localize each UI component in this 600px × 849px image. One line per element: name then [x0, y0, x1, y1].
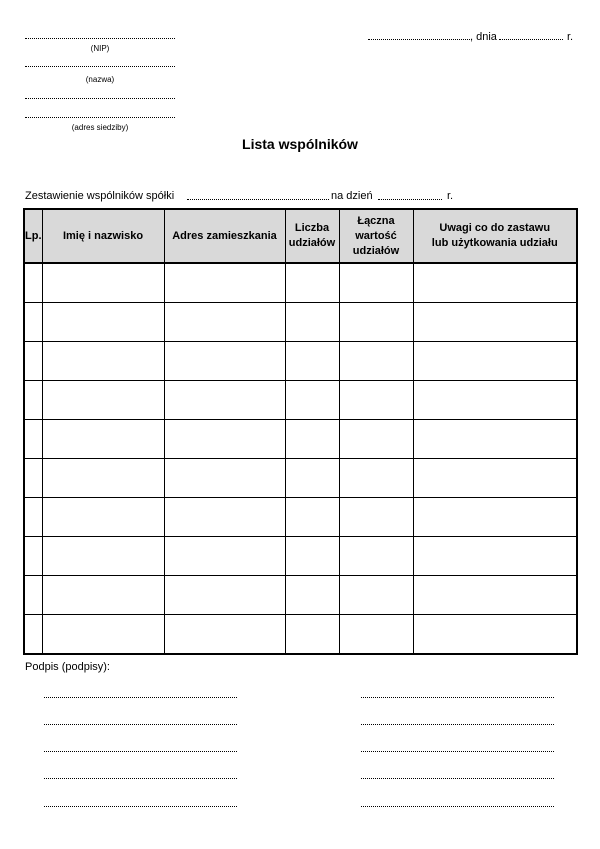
col-header-text: wartość [355, 229, 397, 242]
table-row [24, 459, 577, 498]
table-cell[interactable] [285, 381, 339, 420]
signature-line[interactable] [361, 806, 554, 807]
company-name-line[interactable] [25, 66, 175, 67]
table-cell[interactable] [24, 576, 42, 615]
table-cell[interactable] [413, 459, 577, 498]
table-cell[interactable] [24, 537, 42, 576]
table-cell[interactable] [42, 342, 164, 381]
table-cell[interactable] [339, 381, 413, 420]
table-cell[interactable] [339, 303, 413, 342]
table-cell[interactable] [164, 420, 285, 459]
col-header-text: Adres zamieszkania [172, 229, 277, 242]
table-cell[interactable] [164, 342, 285, 381]
table-row [24, 420, 577, 459]
table-cell[interactable] [413, 615, 577, 655]
signature-line[interactable] [361, 724, 554, 725]
table-cell[interactable] [164, 537, 285, 576]
col-header-text: Imię i nazwisko [62, 229, 144, 242]
table-cell[interactable] [285, 537, 339, 576]
nip-line[interactable] [25, 38, 175, 39]
table-cell[interactable] [164, 303, 285, 342]
table-cell[interactable] [285, 498, 339, 537]
address-caption: (adres siedziby) [71, 123, 129, 132]
table-cell[interactable] [24, 615, 42, 655]
table-cell[interactable] [285, 263, 339, 303]
col-header-remarks [413, 209, 577, 263]
table-row [24, 303, 577, 342]
table-row [24, 381, 577, 420]
signature-line[interactable] [44, 778, 237, 779]
shareholders-table [23, 208, 578, 655]
statement-date-line[interactable] [378, 199, 442, 200]
table-cell[interactable] [285, 615, 339, 655]
table-cell[interactable] [42, 263, 164, 303]
table-cell[interactable] [24, 459, 42, 498]
table-cell[interactable] [24, 498, 42, 537]
table-cell[interactable] [413, 420, 577, 459]
table-cell[interactable] [413, 537, 577, 576]
table-cell[interactable] [285, 459, 339, 498]
signature-line[interactable] [44, 724, 237, 725]
table-cell[interactable] [164, 615, 285, 655]
signature-line[interactable] [44, 751, 237, 752]
table-cell[interactable] [413, 576, 577, 615]
col-header-text: udziałów [288, 237, 336, 249]
table-cell[interactable] [413, 498, 577, 537]
address-line-1[interactable] [25, 98, 175, 99]
table-cell[interactable] [42, 615, 164, 655]
date-label: , dnia [470, 31, 497, 43]
table-cell[interactable] [164, 381, 285, 420]
col-header-address [164, 209, 285, 263]
table-row [24, 537, 577, 576]
col-header-text: Liczba [294, 222, 330, 234]
col-header-text: Lp. [25, 229, 42, 242]
page-title: Lista wspólników [242, 136, 358, 152]
table-cell[interactable] [42, 576, 164, 615]
table-cell[interactable] [339, 498, 413, 537]
table-cell[interactable] [164, 459, 285, 498]
table-cell[interactable] [285, 576, 339, 615]
table-cell[interactable] [42, 498, 164, 537]
table-cell[interactable] [24, 303, 42, 342]
signature-line[interactable] [44, 806, 237, 807]
table-cell[interactable] [339, 576, 413, 615]
table-cell[interactable] [164, 576, 285, 615]
col-header-total-value [339, 209, 413, 263]
table-cell[interactable] [164, 263, 285, 303]
table-cell[interactable] [24, 342, 42, 381]
table-cell[interactable] [413, 342, 577, 381]
table-cell[interactable] [42, 381, 164, 420]
col-header-text: Łączna [357, 214, 395, 227]
statement-date-label: na dzień [331, 190, 373, 202]
table-cell[interactable] [339, 537, 413, 576]
table-cell[interactable] [24, 420, 42, 459]
table-cell[interactable] [413, 381, 577, 420]
table-cell[interactable] [339, 420, 413, 459]
table-header-row [24, 209, 577, 263]
table-cell[interactable] [413, 303, 577, 342]
table-row [24, 342, 577, 381]
col-header-text: Uwagi co do zastawu [439, 222, 551, 234]
signature-line[interactable] [361, 778, 554, 779]
statement-prefix: Zestawienie wspólników spółki [25, 190, 175, 202]
col-header-lp [24, 209, 42, 263]
nip-caption: (NIP) [90, 44, 110, 53]
table-cell[interactable] [339, 263, 413, 303]
table-row [24, 498, 577, 537]
table-row [24, 576, 577, 615]
year-suffix: r. [567, 31, 574, 43]
company-line[interactable] [187, 199, 329, 200]
signature-line[interactable] [44, 697, 237, 698]
table-row [24, 615, 577, 655]
table-cell[interactable] [42, 303, 164, 342]
table-cell[interactable] [339, 342, 413, 381]
table-cell[interactable] [42, 459, 164, 498]
table-row [24, 263, 577, 303]
table-cell[interactable] [42, 537, 164, 576]
table-cell[interactable] [339, 615, 413, 655]
col-header-text: lub użytkowania udziału [431, 237, 558, 249]
col-header-text: udziałów [352, 244, 400, 257]
address-line-2[interactable] [25, 117, 175, 118]
col-header-share-count [285, 209, 339, 263]
table-cell[interactable] [24, 381, 42, 420]
table-cell[interactable] [413, 263, 577, 303]
place-line[interactable] [368, 39, 470, 40]
col-header-name [42, 209, 164, 263]
company-name-caption: (nazwa) [85, 75, 115, 84]
table-cell[interactable] [339, 459, 413, 498]
table-cell[interactable] [42, 420, 164, 459]
signatures-label: Podpis (podpisy): [25, 661, 110, 673]
table-cell[interactable] [285, 342, 339, 381]
table-cell[interactable] [285, 303, 339, 342]
date-line[interactable] [499, 39, 563, 40]
signature-line[interactable] [361, 751, 554, 752]
statement-year-suffix: r. [447, 190, 454, 202]
table-cell[interactable] [285, 420, 339, 459]
table-cell[interactable] [24, 263, 42, 303]
table-cell[interactable] [164, 498, 285, 537]
signature-line[interactable] [361, 697, 554, 698]
